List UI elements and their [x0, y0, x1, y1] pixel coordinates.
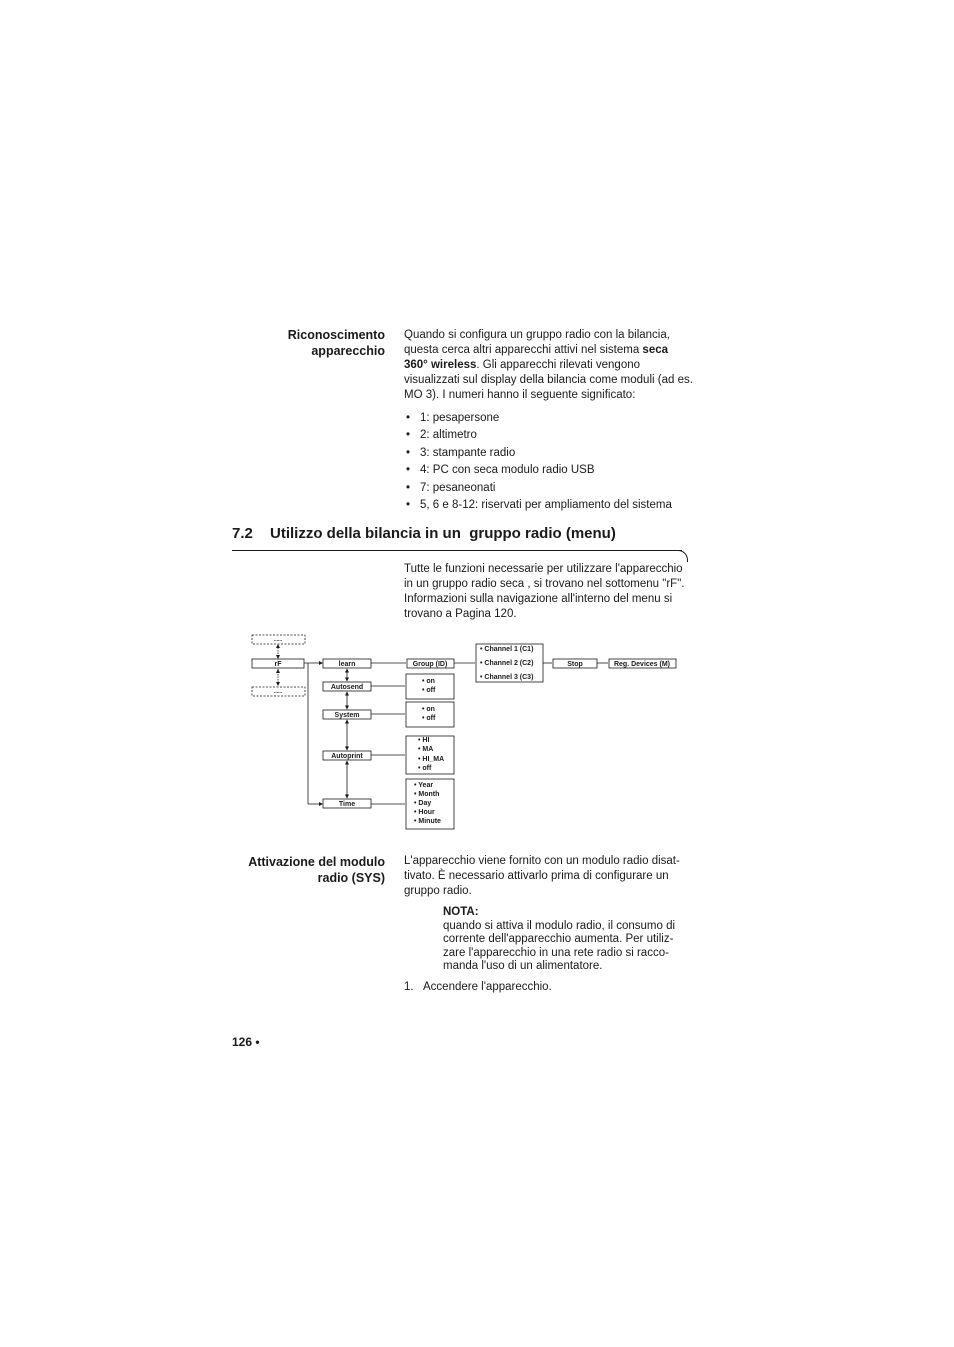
rf-label: rF — [274, 661, 282, 668]
list-item: • 2: altimetro — [406, 429, 477, 442]
menu-intro: Tutte le funzioni necessarie per utilizzare l'apparecchio in un gruppo radio seca , si trovano nel sottomenu "rF". Informazioni sulla navigazione all'interno del menu si trovano a Pagina 120. — [404, 563, 685, 620]
time-option: • Minute — [414, 818, 441, 825]
heading-rule — [232, 550, 682, 551]
section-heading: 7.2 Utilizzo della bilancia in un gruppo radio (menu) — [232, 525, 616, 542]
group-label: Group (ID) — [412, 661, 448, 668]
channel-option: • Channel 1 (C1) — [480, 646, 534, 653]
system-label: System — [334, 712, 360, 719]
time-option: • Year — [414, 782, 434, 789]
system-option: • off — [422, 715, 436, 722]
autosend-option: • off — [422, 687, 436, 694]
time-option: • Day — [414, 800, 432, 807]
system-option: • on — [422, 706, 435, 713]
autoprint-option: • HI_MA — [418, 756, 445, 763]
reg-devices-label: Reg. Devices (M) — [613, 661, 671, 668]
autosend-label: Autosend — [330, 684, 364, 691]
list-item: • 4: PC con seca modulo radio USB — [406, 464, 595, 477]
note-text: quando si attiva il modulo radio, il consumo di corrente dell'apparecchio aumenta. Per utiliz-zare l'apparecchio in una rete radio si racco-manda l'uso di un alimentatore. — [443, 919, 676, 973]
note-title: NOTA: — [443, 906, 479, 918]
section-label-attivazione: Attivazione del modulo radio (SYS) — [248, 855, 385, 885]
menu-diagram — [240, 630, 685, 835]
autoprint-label: Autoprint — [331, 753, 363, 760]
autoprint-option: • off — [418, 765, 432, 772]
dots-label-bottom: ...... — [273, 689, 283, 695]
step-1: 1. Accendere l'apparecchio. — [404, 981, 552, 993]
note-box — [443, 906, 693, 974]
time-option: • Month — [414, 791, 440, 798]
dots-label-top: ...... — [273, 637, 283, 643]
autoprint-option: • HI — [418, 737, 430, 744]
section-body-attivazione: L'apparecchio viene fornito con un modulo radio disat-tivato. È necessario attivarlo prima di configurare un gruppo radio. — [404, 855, 680, 897]
learn-label: learn — [338, 661, 356, 668]
channel-option: • Channel 3 (C3) — [480, 674, 534, 681]
stop-label: Stop — [567, 661, 583, 668]
time-label: Time — [338, 801, 356, 808]
list-item: • 1: pesapersone — [406, 412, 500, 424]
list-item: • 3: stampante radio — [406, 446, 516, 459]
page-number: 126 • — [232, 1035, 260, 1049]
autosend-option: • on — [422, 678, 435, 685]
section-body-riconoscimento — [404, 328, 694, 515]
heading-rule-corner — [676, 550, 688, 562]
time-option: • Hour — [414, 809, 435, 816]
device-number-list — [404, 411, 694, 513]
list-item: • 7: pesaneonati — [406, 481, 496, 494]
intro-paragraph: Quando si configura un gruppo radio con la bilancia, questa cerca altri apparecchi attivi nel sistema seca 360° wireless. Gli apparecchi rilevati vengono visualizzati sul display della bilancia come moduli (ad es. MO 3). I numeri hanno il seguente significato: — [404, 329, 693, 401]
autoprint-option: • MA — [418, 746, 434, 753]
list-item: • 5, 6 e 8-12: riservati per ampliamento del sistema — [406, 498, 672, 511]
section-label-riconoscimento: Riconoscimento apparecchio — [287, 328, 385, 358]
channel-option: • Channel 2 (C2) — [480, 660, 534, 667]
